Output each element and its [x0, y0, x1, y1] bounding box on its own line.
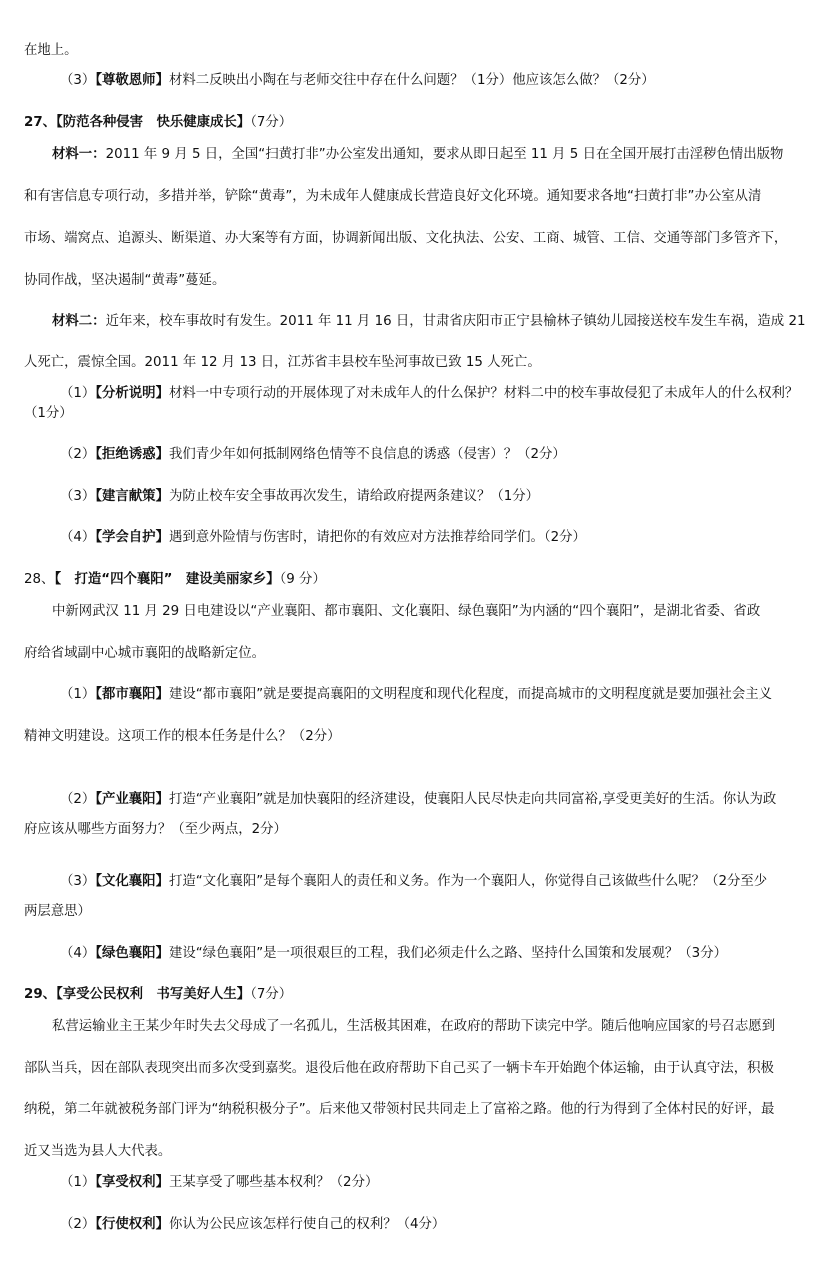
question-27-1-cont: （1分）	[24, 406, 73, 421]
question-27-4: （4）【学会自护】遇到意外险情与伤害时，请把你的有效应对方法推荐给同学们。（2分）	[60, 530, 586, 545]
material-1-line-1: 材料一：2011 年 9 月 5 日，全国“扫黄打非”办公室发出通知，要求从即日起至 11 月 5 日在全国开展打击淫秽色情出版物	[52, 147, 784, 162]
material-1-line-4: 协同作战，坚决遏制“黄毒”蔓延。	[24, 273, 226, 288]
question-29-1: （1）【享受权利】王某享受了哪些基本权利？（2分）	[60, 1175, 379, 1190]
question-28-intro-1: 中新网武汉 11 月 29 日电建设以“产业襄阳、都市襄阳、文化襄阳、绿色襄阳”为内涵的“四个襄阳”，是湖北省委、省政	[52, 604, 761, 619]
question-26-3: （3）【尊敬恩师】材料二反映出小陶在与老师交往中存在什么问题？（1分）他应该怎么做？（2分）	[60, 73, 655, 88]
question-29-intro-4: 近又当选为县人大代表。	[24, 1144, 172, 1159]
continuation-line: 在地上。	[24, 43, 78, 58]
material-2-line-2: 人死亡，震惊全国。2011 年 12 月 13 日，江苏省丰县校车坠河事故已致 15 人死亡。	[24, 355, 541, 370]
question-29-intro-2: 部队当兵，因在部队表现突出而多次受到嘉奖。退役后他在政府帮助下自己买了一辆卡车开始跑个体运输，由于认真守法，积极	[24, 1061, 774, 1076]
question-28-2: （2）【产业襄阳】打造“产业襄阳”就是加快襄阳的经济建设，使襄阳人民尽快走向共同富裕,享受更美好的生活。你认为政	[60, 792, 777, 807]
question-29-2: （2）【行使权利】你认为公民应该怎样行使自己的权利？（4分）	[60, 1217, 446, 1232]
material-1-line-2: 和有害信息专项行动，多措并举，铲除“黄毒”，为未成年人健康成长营造良好文化环境。通知要求各地“扫黄打非”办公室从清	[24, 189, 762, 204]
question-28-1: （1）【都市襄阳】建设“都市襄阳”就是要提高襄阳的文明程度和现代化程度，而提高城市的文明程度就是要加强社会主义	[60, 687, 773, 702]
question-28-4: （4）【绿色襄阳】建设“绿色襄阳”是一项很艰巨的工程，我们必须走什么之路、坚持什么国策和发展观？（3分）	[60, 946, 727, 961]
material-2-line-1: 材料二：近年来，校车事故时有发生。2011 年 11 月 16 日，甘肃省庆阳市正宁县榆林子镇幼儿园接送校车发生车祸，造成 21	[52, 314, 806, 329]
question-28-3-cont: 两层意思）	[24, 904, 91, 919]
question-28-intro-2: 府给省域副中心城市襄阳的战略新定位。	[24, 646, 266, 661]
question-29-intro-3: 纳税，第二年就被税务部门评为“纳税积极分子”。后来他又带领村民共同走上了富裕之路。他的行为得到了全体村民的好评，最	[24, 1102, 775, 1117]
material-1-line-3: 市场、端窝点、追源头、断渠道、办大案等有方面，协调新闻出版、文化执法、公安、工商、城管、工信、交通等部门多管齐下，	[24, 231, 788, 246]
question-28-heading: 28、【 打造“四个襄阳” 建设美丽家乡】（9 分）	[24, 572, 326, 587]
question-28-1-cont: 精神文明建设。这项工作的根本任务是什么？（2分）	[24, 729, 341, 744]
question-27-2: （2）【拒绝诱惑】我们青少年如何抵制网络色情等不良信息的诱惑（侵害）？（2分）	[60, 447, 566, 462]
question-27-heading: 27、【防范各种侵害 快乐健康成长】（7分）	[24, 115, 293, 130]
question-27-3: （3）【建言献策】为防止校车安全事故再次发生，请给政府提两条建议？（1分）	[60, 489, 540, 504]
question-28-3: （3）【文化襄阳】打造“文化襄阳”是每个襄阳人的责任和义务。作为一个襄阳人，你觉得自己该做些什么呢？（2分至少	[60, 874, 768, 889]
question-28-2-cont: 府应该从哪些方面努力？（至少两点，2分）	[24, 822, 287, 837]
question-29-intro-1: 私营运输业主王某少年时失去父母成了一名孤儿，生活极其困难，在政府的帮助下读完中学。随后他响应国家的号召志愿到	[52, 1019, 776, 1034]
question-27-1: （1）【分析说明】材料一中专项行动的开展体现了对未成年人的什么保护？材料二中的校车事故侵犯了未成年人的什么权利？	[60, 386, 799, 401]
question-29-heading: 29、【享受公民权利 书写美好人生】（7分）	[24, 987, 293, 1002]
question-tag: 【尊敬恩师】	[95, 73, 169, 88]
